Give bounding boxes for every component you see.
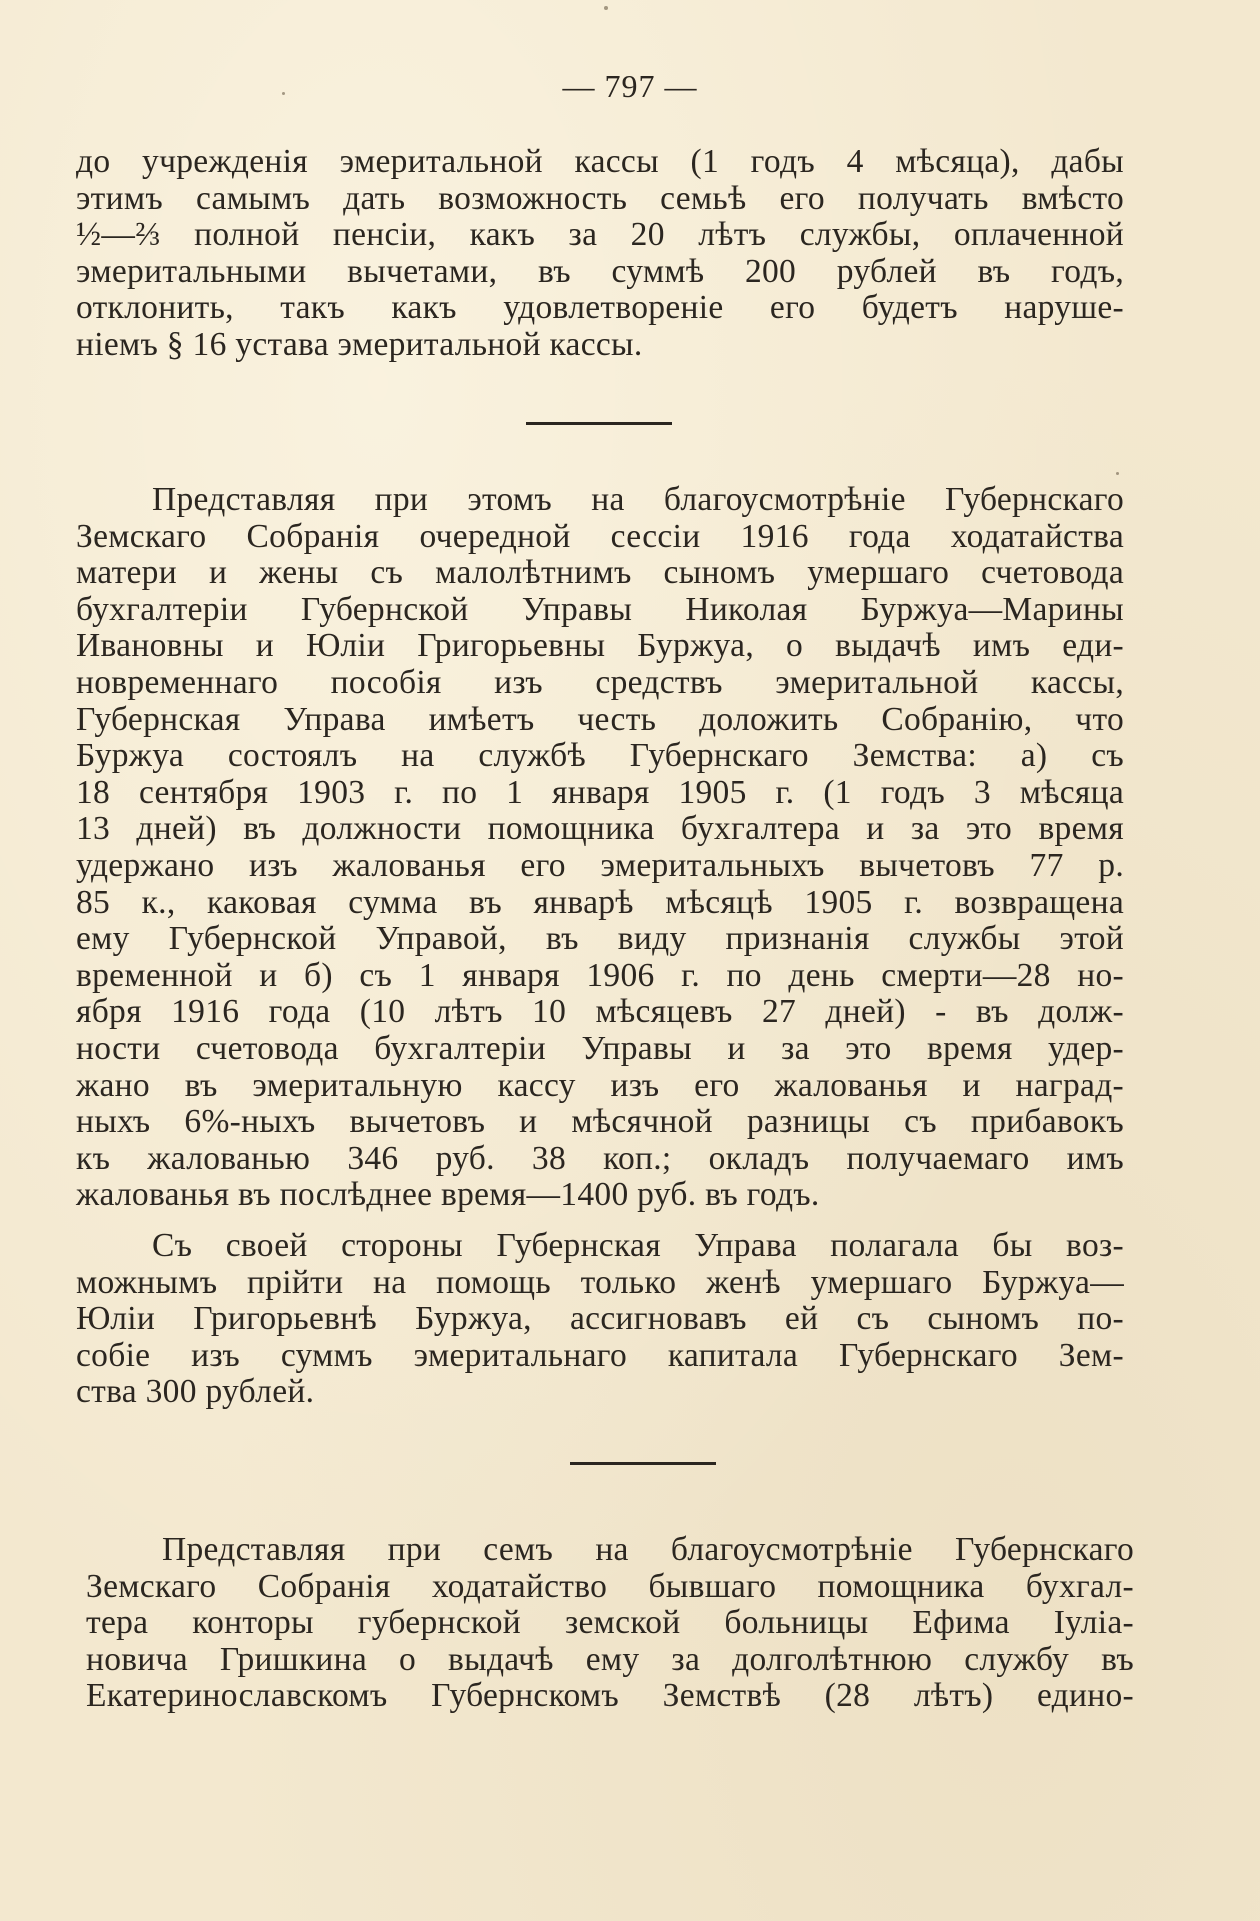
section-separator	[526, 422, 672, 425]
text-line: Земскаго Собранія ходатайство бывшаго помощника бухгал-	[86, 1567, 1134, 1605]
text-line: новременнаго пособія изъ средствъ эмеритальной кассы,	[76, 663, 1124, 701]
text-line: Представляя при семъ на благоусмотрѣніе Губернскаго	[162, 1531, 1134, 1568]
ink-speck	[282, 92, 285, 95]
section-separator	[570, 1462, 716, 1465]
text-line: новича Гришкина о выдачѣ ему за долголѣтнюю службу въ	[86, 1640, 1134, 1678]
text-line: бухгалтеріи Губернской Управы Николая Буржуа—Марины	[76, 590, 1124, 628]
text-line: до учрежденія эмеритальной кассы (1 годъ 4 мѣсяца), дабы	[76, 143, 1124, 180]
ink-speck	[1116, 472, 1119, 475]
text-line: къ жалованью 346 руб. 38 коп.; окладъ получаемаго имъ	[76, 1139, 1124, 1177]
text-line: Представляя при этомъ на благоусмотрѣніе Губернскаго	[152, 481, 1124, 518]
text-line: Буржуа состоялъ на службѣ Губернскаго Земства: а) съ	[76, 737, 1124, 775]
ink-speck	[604, 6, 608, 10]
paragraph-3	[76, 1228, 1124, 1411]
text-line: тера конторы губернской земской больницы Ефима Іуліа-	[86, 1604, 1134, 1642]
text-line: собіе изъ суммъ эмеритальнаго капитала Губернскаго Зем-	[76, 1336, 1124, 1374]
text-line: этимъ самымъ дать возможность семьѣ его получать вмѣсто	[76, 179, 1124, 217]
text-line: жалованья въ послѣднее время—1400 руб. въ годъ.	[76, 1176, 820, 1214]
text-line: ему Губернской Управой, въ виду признанія службы этой	[76, 920, 1124, 958]
text-line: Юліи Григорьевнѣ Буржуа, ассигновавъ ей съ сыномъ по-	[76, 1300, 1124, 1338]
paragraph-1	[76, 144, 1124, 364]
text-line: ныхъ 6%-ныхъ вычетовъ и мѣсячной разницы съ прибавокъ	[76, 1103, 1124, 1141]
text-line: эмеритальными вычетами, въ суммѣ 200 рублей въ годъ,	[76, 252, 1124, 290]
text-line: ности счетовода бухгалтеріи Управы и за это время удер-	[76, 1029, 1124, 1067]
text-line: 85 к., каковая сумма въ январѣ мѣсяцѣ 1905 г. возвращена	[76, 883, 1124, 921]
text-line: удержано изъ жалованья его эмеритальныхъ вычетовъ 77 р.	[76, 846, 1124, 884]
paragraph-2	[76, 482, 1124, 1214]
text-line: жано въ эмеритальную кассу изъ его жалованья и наград-	[76, 1066, 1124, 1104]
text-line: Екатеринославскомъ Губернскомъ Земствѣ (28 лѣтъ) едино-	[86, 1677, 1134, 1715]
text-line: временной и б) съ 1 января 1906 г. по день смерти—28 но-	[76, 956, 1124, 994]
text-line: 18 сентября 1903 г. по 1 января 1905 г. (1 годъ 3 мѣсяца	[76, 773, 1124, 811]
text-line: матери и жены съ малолѣтнимъ сыномъ умершаго счетовода	[76, 554, 1124, 592]
paragraph-4	[86, 1532, 1134, 1715]
text-line: можнымъ прійти на помощь только женѣ умершаго Буржуа—	[76, 1263, 1124, 1301]
text-line: ства 300 рублей.	[76, 1373, 315, 1411]
text-line: ября 1916 года (10 лѣтъ 10 мѣсяцевъ 27 дней) - въ долж-	[76, 993, 1124, 1031]
text-line: ніемъ § 16 устава эмеритальной кассы.	[76, 325, 643, 363]
text-line: отклонить, такъ какъ удовлетвореніе его будетъ наруше-	[76, 289, 1124, 327]
text-line: Губернская Управа имѣетъ честь доложить Собранію, что	[76, 700, 1124, 738]
text-line: Земскаго Собранія очередной сессіи 1916 года ходатайства	[76, 517, 1124, 555]
text-line: Ивановны и Юліи Григорьевны Буржуа, о выдачѣ имъ еди-	[76, 627, 1124, 665]
text-line: ½—⅔ полной пенсіи, какъ за 20 лѣтъ службы, оплаченной	[76, 216, 1124, 254]
text-line: Съ своей стороны Губернская Управа полагала бы воз-	[152, 1227, 1124, 1264]
page-number: — 797 —	[562, 68, 698, 104]
text-line: 13 дней) въ должности помощника бухгалтера и за это время	[76, 810, 1124, 848]
